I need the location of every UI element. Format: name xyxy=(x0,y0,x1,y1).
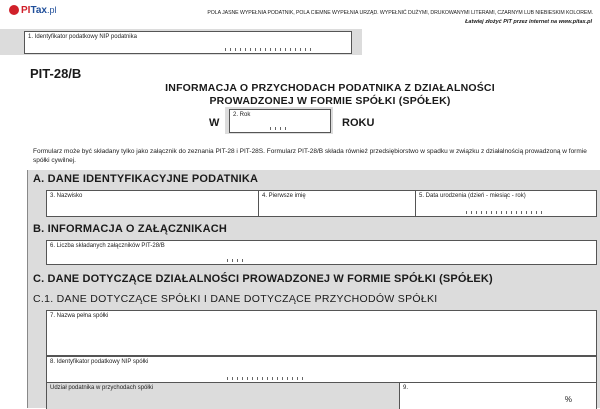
logo-tax: Tax xyxy=(30,4,47,16)
year-prefix: W xyxy=(209,117,220,129)
birth-date-field-label: 5. Data urodzenia (dzień - miesiąc - rok) xyxy=(419,193,526,199)
year-field-label: 2. Rok xyxy=(233,112,251,118)
form-title-line-1: INFORMACJA O PRZYCHODACH PODATNIKA Z DZIAŁALNOŚCI xyxy=(165,82,495,94)
nip-field-cells xyxy=(225,48,315,51)
company-name-field[interactable] xyxy=(46,310,597,356)
logo-suffix: .pl xyxy=(46,5,57,15)
form-note: Formularz może być składany tylko jako załącznik do zeznania PIT-28 i PIT-28S. Formularz PIT-28/B składa również przedsiębiorstwo w spadku w związku z działalnością prowadzoną w formie spółki cywilnej. xyxy=(33,148,587,164)
nip-field[interactable] xyxy=(24,31,352,54)
surname-field[interactable] xyxy=(46,190,259,217)
first-name-field[interactable] xyxy=(258,190,416,217)
form-title-line-2: PROWADZONEJ W FORMIE SPÓŁKI (SPÓŁEK) xyxy=(209,95,451,107)
year-field-cells xyxy=(270,127,290,130)
company-nip-field[interactable] xyxy=(46,356,597,383)
share-label: Udział podatnika w przychodach spółki xyxy=(50,385,154,391)
company-nip-label: 8. Identyfikator podatkowy NIP spółki xyxy=(50,359,149,365)
section-c-title: C. DANE DOTYCZĄCE DZIAŁALNOŚCI PROWADZONEJ W FORMIE SPÓŁKI (SPÓŁEK) xyxy=(33,273,493,285)
instruction-line-2: Łatwiej złożyć PIT przez internet na www.pitax.pl xyxy=(465,19,592,25)
instruction-line-1: POLA JASNE WYPEŁNIA PODATNIK, POLA CIEMNE WYPEŁNIA URZĄD. WYPEŁNIĆ DUŻYMI, DRUKOWANYMI LITERAMI, CZARNYM LUB NIEBIESKIM KOLOREM. xyxy=(207,10,593,16)
section-b-title: B. INFORMACJA O ZAŁĄCZNIKACH xyxy=(33,223,228,235)
logo-pi: PI xyxy=(21,4,31,16)
company-name-label: 7. Nazwa pełna spółki xyxy=(50,313,109,319)
attachments-count-field[interactable] xyxy=(46,240,597,265)
year-field[interactable] xyxy=(229,109,331,133)
first-name-field-label: 4. Pierwsze imię xyxy=(262,193,306,199)
birth-date-cells xyxy=(466,211,546,214)
percent-sign: % xyxy=(564,395,572,404)
share-percent-field[interactable] xyxy=(399,382,597,409)
pitax-logo xyxy=(9,3,56,17)
year-suffix: ROKU xyxy=(342,117,375,129)
attachments-count-cells xyxy=(227,259,247,262)
nip-field-label: 1. Identyfikator podatkowy NIP podatnika xyxy=(28,34,137,40)
surname-field-label: 3. Nazwisko xyxy=(50,193,83,199)
section-c1-title: C.1. DANE DOTYCZĄCE SPÓŁKI I DANE DOTYCZĄCE PRZYCHODÓW SPÓŁKI xyxy=(33,293,438,305)
birth-date-field[interactable] xyxy=(415,190,597,217)
share-field-label: 9. xyxy=(403,385,409,391)
share-label-cell xyxy=(46,382,400,409)
section-a-title: A. DANE IDENTYFIKACYJNE PODATNIKA xyxy=(33,173,259,185)
attachments-count-label: 6. Liczba składanych załączników PIT-28/B xyxy=(50,243,165,249)
form-code: PIT-28/B xyxy=(30,66,82,81)
logo-mark-icon xyxy=(9,5,19,15)
company-nip-cells xyxy=(227,377,307,380)
